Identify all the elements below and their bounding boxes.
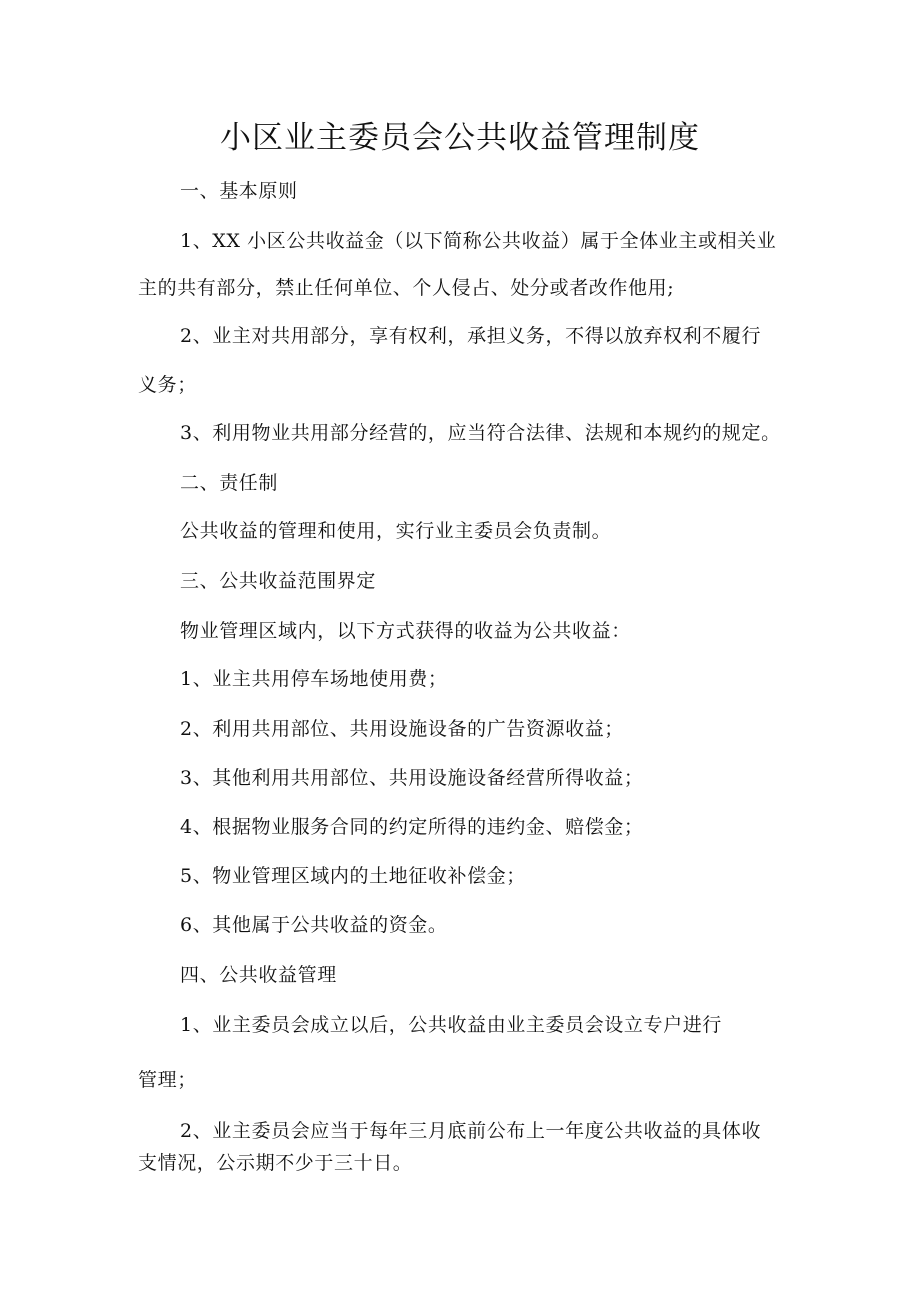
paragraph-line: 1、XX 小区公共收益金（以下简称公共收益）属于全体业主或相关业: [180, 230, 777, 252]
section-heading-responsibility: 二、责任制: [180, 472, 279, 494]
list-item: 4、根据物业服务合同的约定所得的违约金、赔偿金；: [180, 816, 644, 838]
paragraph-line: 公共收益的管理和使用，实行业主委员会负责制。: [180, 520, 612, 542]
document-title: 小区业主委员会公共收益管理制度: [220, 120, 700, 156]
list-item: 5、物业管理区域内的土地征收补偿金；: [180, 865, 526, 887]
paragraph-line: 管理；: [138, 1069, 197, 1091]
section-heading-management: 四、公共收益管理: [180, 964, 337, 986]
list-item: 6、其他属于公共收益的资金。: [180, 914, 448, 936]
list-item: 1、业主共用停车场地使用费；: [180, 668, 448, 690]
list-item: 3、其他利用共用部位、共用设施设备经营所得收益；: [180, 767, 644, 789]
paragraph-line: 1、业主委员会成立以后，公共收益由业主委员会设立专户进行: [180, 1014, 722, 1036]
paragraph-line: 主的共有部分，禁止任何单位、个人侵占、处分或者改作他用;: [138, 277, 675, 299]
paragraph-line: 物业管理区域内，以下方式获得的收益为公共收益：: [180, 620, 631, 642]
list-item: 2、利用共用部位、共用设施设备的广告资源收益；: [180, 718, 624, 740]
paragraph-line: 2、业主对共用部分，享有权利，承担义务，不得以放弃权利不履行: [180, 325, 762, 347]
paragraph-line: 义务；: [138, 374, 197, 396]
paragraph-line: 支情况，公示期不少于三十日。: [138, 1152, 413, 1174]
paragraph-line: 3、利用物业共用部分经营的，应当符合法律、法规和本规约的规定。: [180, 422, 781, 444]
section-heading-basic-principles: 一、基本原则: [180, 180, 298, 202]
section-heading-scope: 三、公共收益范围界定: [180, 570, 377, 592]
paragraph-line: 2、业主委员会应当于每年三月底前公布上一年度公共收益的具体收: [180, 1120, 762, 1142]
